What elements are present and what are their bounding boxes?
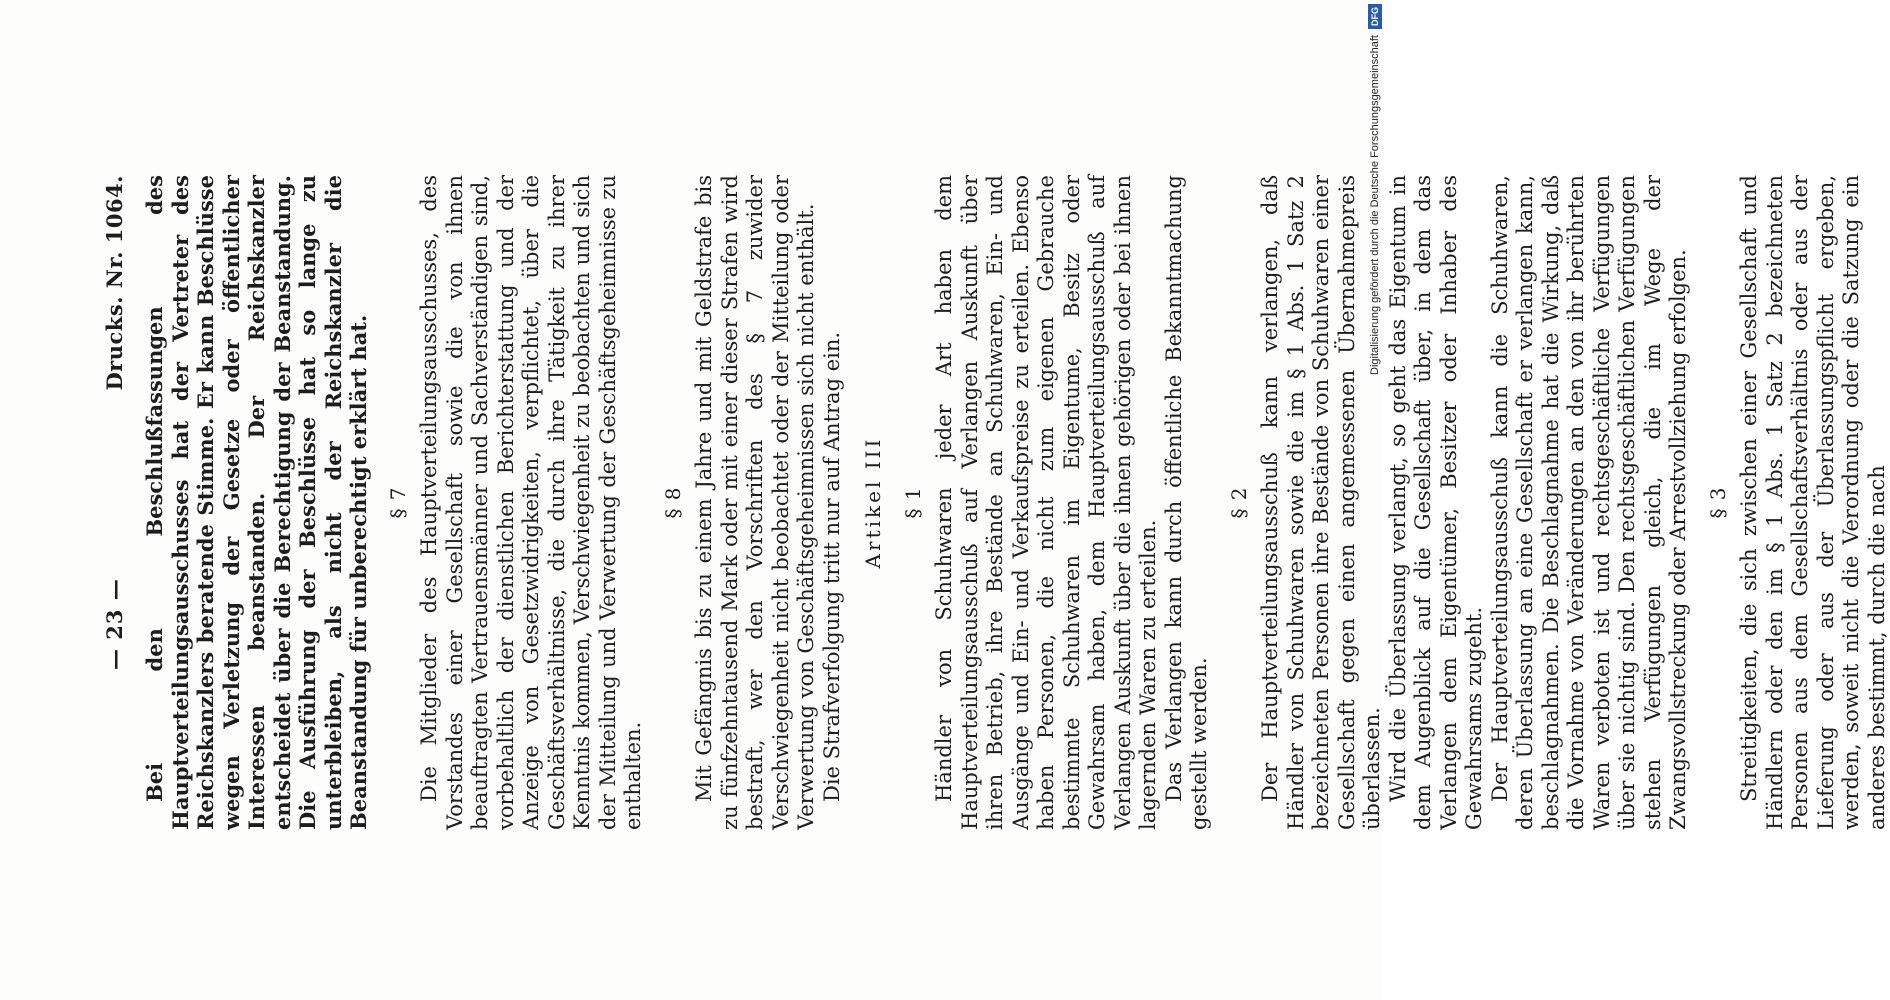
intro-paragraph: Bei den Beschlußfassungen des Hauptverteilungsausschusses hat der Vertreter des Reichskanzlers beratende Stimme. Er kann Beschlüsse wegen Verletzung der Gesetze oder öffentlicher Interessen beanstanden. Der Reichskanzler entscheidet über die Berechtigung der Beanstandung. Die Ausführung der Beschlüsse hat so lange zu unterbleiben, als nicht der Reichskanzler die Beanstandung für unberechtigt erklärt hat.	[142, 175, 371, 830]
stamp-text: Digitalisierung gefördert durch die Deutsche Forschungsgemeinschaft	[1369, 35, 1381, 375]
section-8-text-2: Die Strafverfolgung tritt nur auf Antrag ein.	[819, 331, 844, 802]
article-heading: Artikel III	[861, 436, 885, 569]
article-3-section-3-text: Streitigkeiten, die sich zwischen einer Gesellschaft und Händlern oder den im § 1 Abs. 1 Satz 2 bezeichneten Personen aus dem Gesellschaftsverhältnis oder aus der Lieferung oder aus der Überlassungspflicht ergeben, werden, soweit nicht die Verordnung oder die Satzung ein anderes bestimmt, durch die nach	[1737, 175, 1889, 830]
section-7-heading: § 7	[385, 486, 410, 519]
article-3-section-2-text-3: Der Hauptverteilungsausschuß kann die Schuhwaren, deren Überlassung an eine Gesellschaft er verlangen kann, beschlagnahmen. Die Beschlagnahme hat die Wirkung, daß die Vornahme von Veränderungen an den von ihr berührten Waren verboten ist und rechtsgeschäftliche Verfügungen über sie nichtig sind. Den rechtsgeschäftlichen Verfügungen stehen Verfügungen gleich, die im Wege der Zwangsvollstreckung oder Arrestvollziehung erfolgen.	[1487, 175, 1690, 830]
article-3-section-2-heading: § 2	[1226, 486, 1251, 519]
article-3-section-2-text: Der Hauptverteilungsausschuß kann verlangen, daß Händler von Schuhwaren sowie die im § 1 Abs. 1 Satz 2 bezeichneten Personen ihre Bestände von Schuhwaren einer Gesellschaft gegen einen angemessenen Übernahmepreis überlassen.	[1258, 175, 1384, 830]
article-3-section-1-text: Händler von Schuhwaren jeder Art haben dem Hauptverteilungsausschuß auf Verlangen Auskunft über ihren Betrieb, ihre Bestände an Schuhwaren, Ein- und Ausgänge und Ein- und Verkaufspreise zu erteilen. Ebenso haben Personen, die nicht zum eigenen Gebrauche bestimmte Schuhwaren im Eigentume, Besitz oder Gewahrsam haben, dem Hauptverteilungsausschuß auf Verlangen Auskunft über die ihnen gehörigen oder bei ihnen lagernden Waren zu erteilen.	[932, 175, 1160, 830]
digitization-stamp	[1367, 0, 1383, 1000]
dfg-logo-badge: DFG	[1368, 4, 1382, 29]
stamp-text-line	[1367, 0, 1383, 996]
page-number: — 23 —	[102, 578, 127, 670]
article-3-section-1-text-2: Das Verlangen kann durch öffentliche Bekanntmachung gestellt werden.	[1161, 175, 1211, 830]
article-3-section-1-heading: § 1	[900, 486, 925, 519]
page-body	[142, 175, 1890, 830]
article-3-section-2-text-2: Wird die Überlassung verlangt, so geht das Eigentum in dem Augenblick auf die Gesellschaft über, in dem das Verlangen dem Eigentümer, Besitzer oder Inhaber des Gewahrsams zugeht.	[1385, 175, 1486, 830]
section-8-heading: § 8	[660, 486, 685, 519]
section-7-text: Die Mitglieder des Hauptverteilungsausschusses, des Vorstandes einer Gesellschaft sowie die von ihnen beauftragten Vertrauensmänner und Sachverständigen sind, vorbehaltlich der dienstlichen Berichterstattung und der Anzeige von Gesetzwidrigkeiten, verpflichtet, über die Geschäftsverhältnisse, die durch ihre Tätigkeit zu ihrer Kenntnis kommen, Verschwiegenheit zu beobachten und sich der Mitteilung und Verwertung der Geschäftsgeheimnisse zu enthalten.	[417, 175, 645, 830]
article-3-section-3-heading: § 3	[1705, 486, 1730, 519]
section-8-text: Mit Gefängnis bis zu einem Jahre und mit Geldstrafe bis zu fünfzehntausend Mark oder mit einer dieser Strafen wird bestraft, wer den Vorschriften des § 7 zuwider Verschwiegenheit nicht beobachtet oder der Mitteilung oder Verwertung von Geschäftsgeheimnissen sich nicht enthält.	[692, 175, 818, 830]
drucksache-number: Drucks. Nr. 1064.	[102, 175, 127, 391]
page-header	[102, 50, 132, 950]
